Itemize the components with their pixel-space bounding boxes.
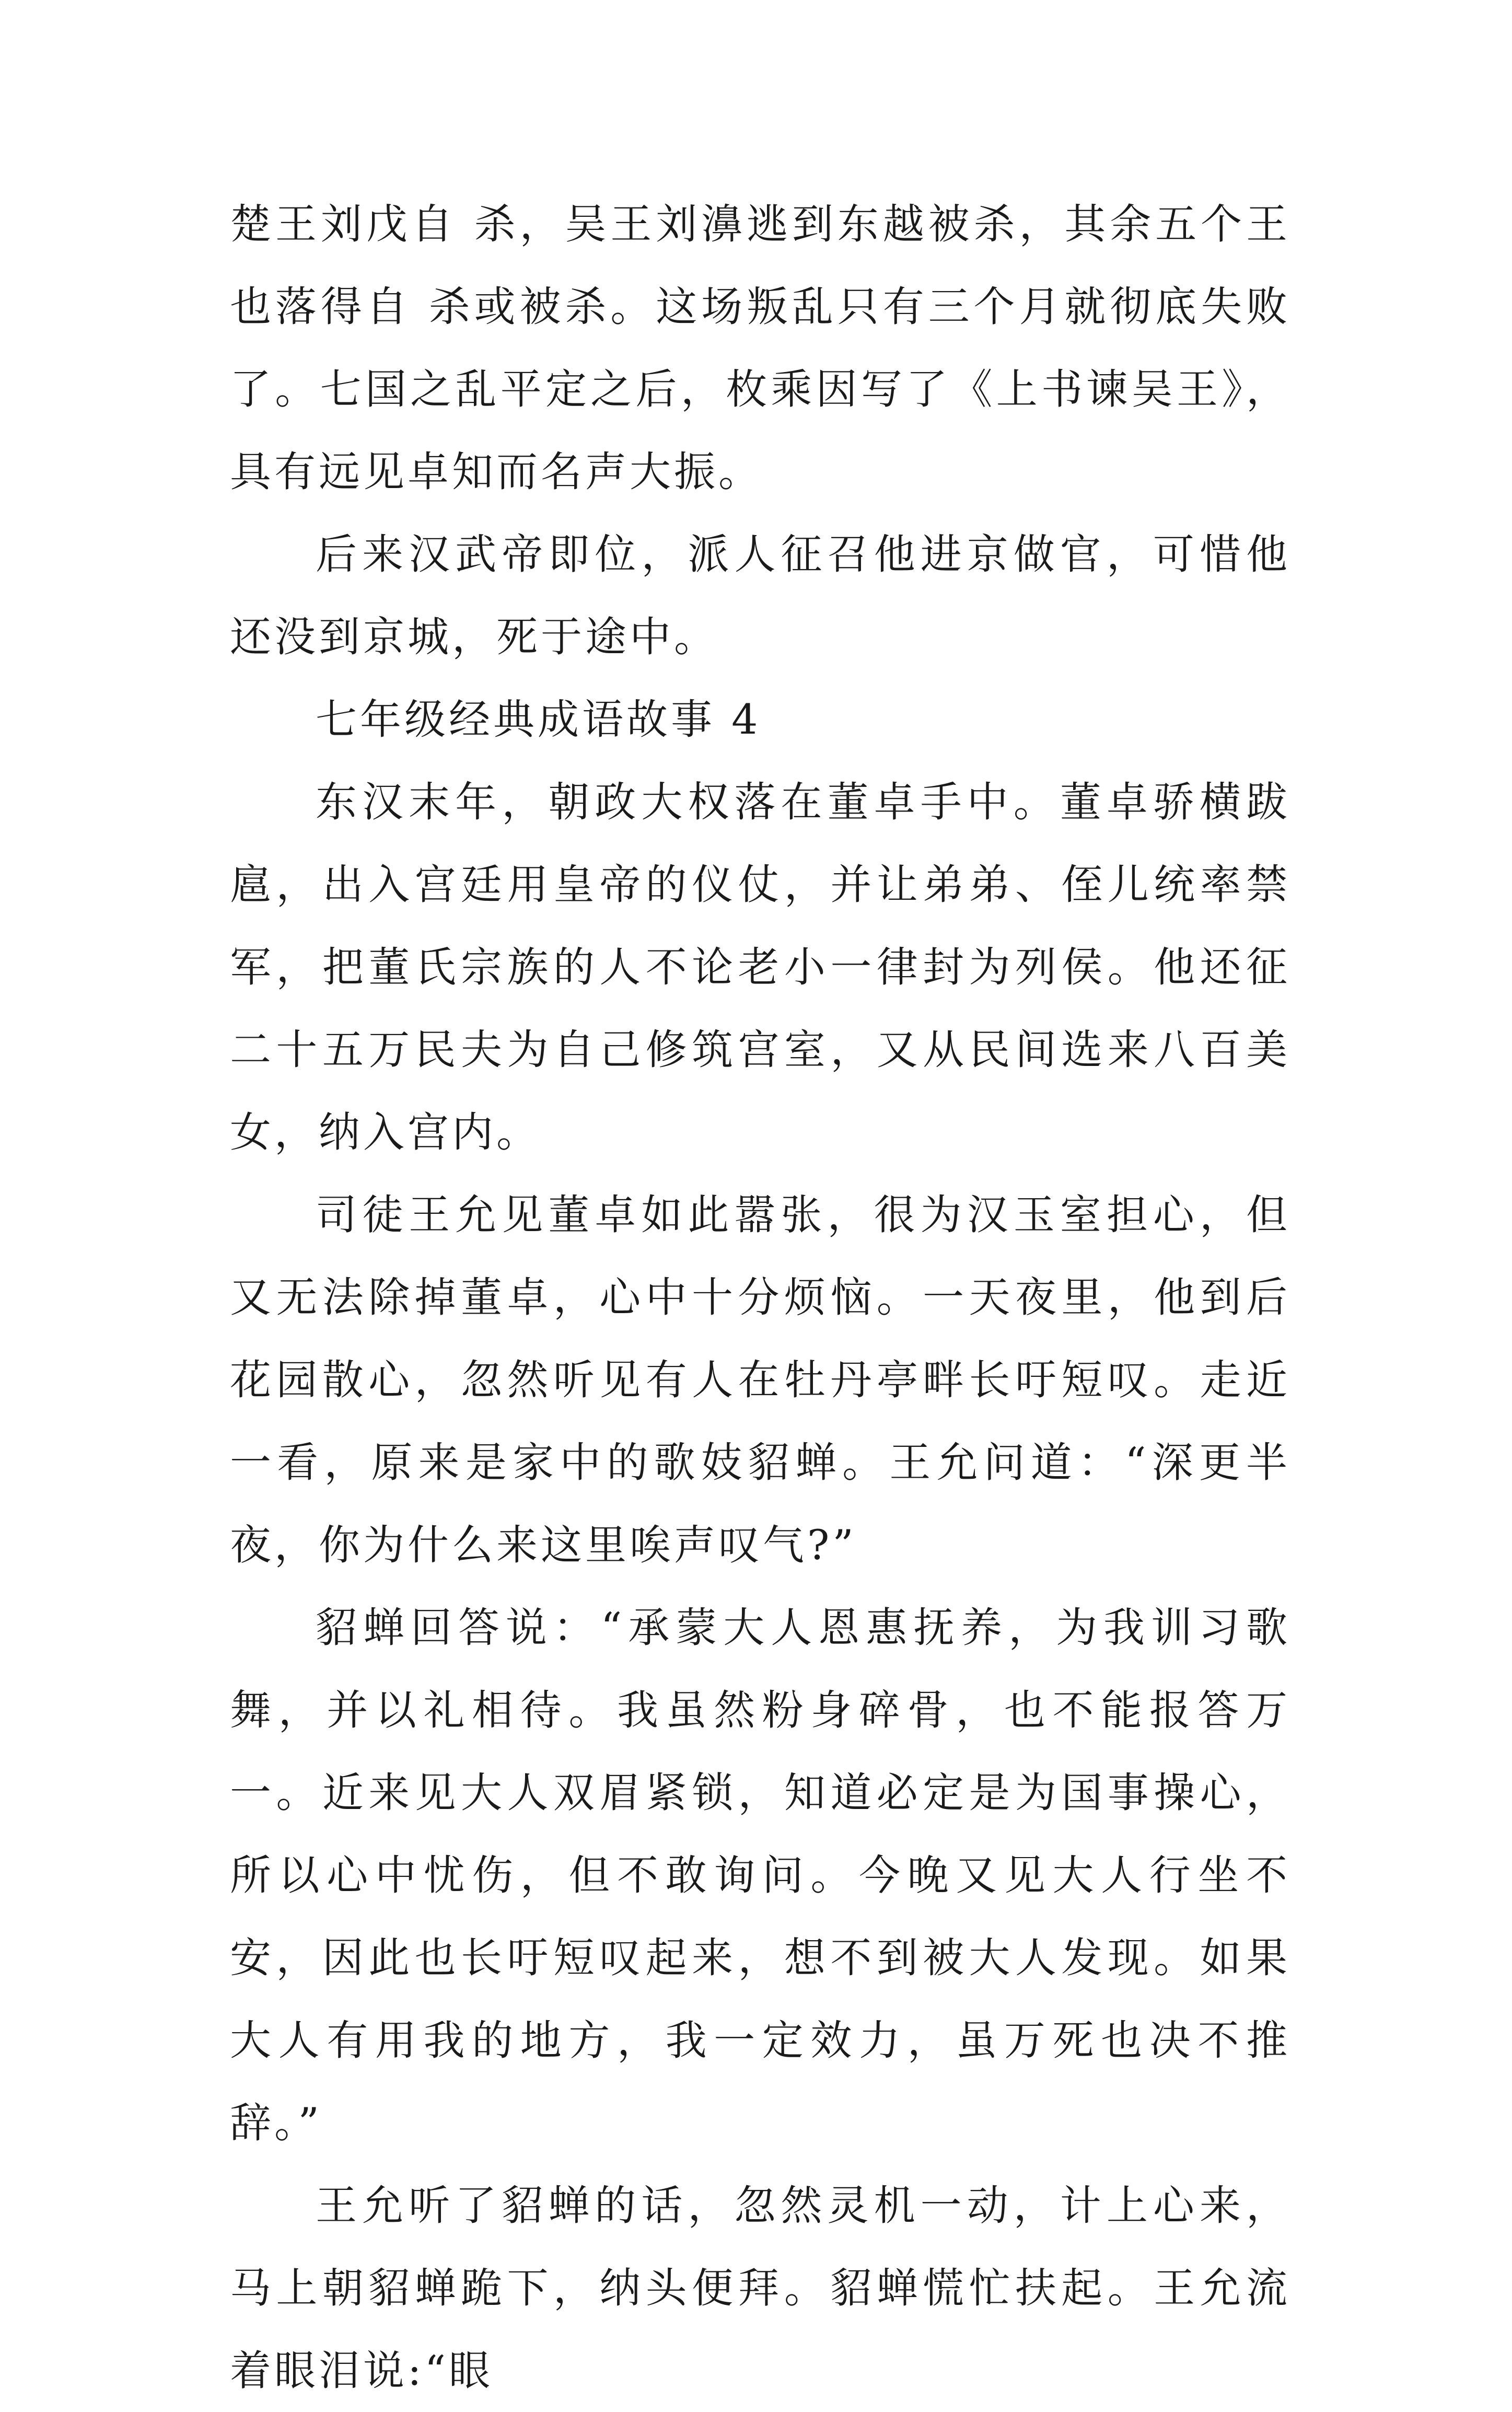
paragraph-4: 司徒王允见董卓如此嚣张，很为汉玉室担心，但又无法除掉董卓，心中十分烦恼。一天夜里，他到后花园散心，忽然听见有人在牡丹亭畔长吁短叹。走近一看，原来是家中的歌妓貂蝉。王允问道：“深更半夜，你为什么来这里唉声叹气?”	[230, 1191, 1290, 1569]
section-heading: 七年级经典成语故事 4	[316, 695, 761, 744]
body-text	[230, 183, 1290, 2412]
paragraph-5: 貂蝉回答说：“承蒙大人恩惠抚养，为我训习歌舞，并以礼相待。我虽然粉身碎骨，也不能报答万一。近来见大人双眉紧锁，知道必定是为国事操心，所以心中忧伤，但不敢询问。今晚又见大人行坐不安，因此也长吁短叹起来，想不到被大人发现。如果大人有用我的地方，我一定效力，虽万死也决不推辞。”	[230, 1604, 1290, 2147]
paragraph-2: 后来汉武帝即位，派人征召他进京做官，可惜他还没到京城，死于途中。	[230, 530, 1290, 661]
paragraph-6: 王允听了貂蝉的话，忽然灵机一动，计上心来，马上朝貂蝉跪下，纳头便拜。貂蝉慌忙扶起。王允流着眼泪说:“眼	[230, 2182, 1290, 2395]
paragraph-3: 东汉末年，朝政大权落在董卓手中。董卓骄横跋扈，出入宫廷用皇帝的仪仗，并让弟弟、侄儿统率禁军，把董氏宗族的人不论老小一律封为列侯。他还征二十五万民夫为自己修筑宫室，又从民间选来八百美女，纳入宫内。	[230, 778, 1290, 1156]
paragraph-1: 楚王刘戊自 杀，吴王刘濞逃到东越被杀，其余五个王也落得自 杀或被杀。这场叛乱只有三个月就彻底失败了。七国之乱平定之后，枚乘因写了《上书谏吴王》，具有远见卓知而名声大振。	[230, 200, 1290, 496]
